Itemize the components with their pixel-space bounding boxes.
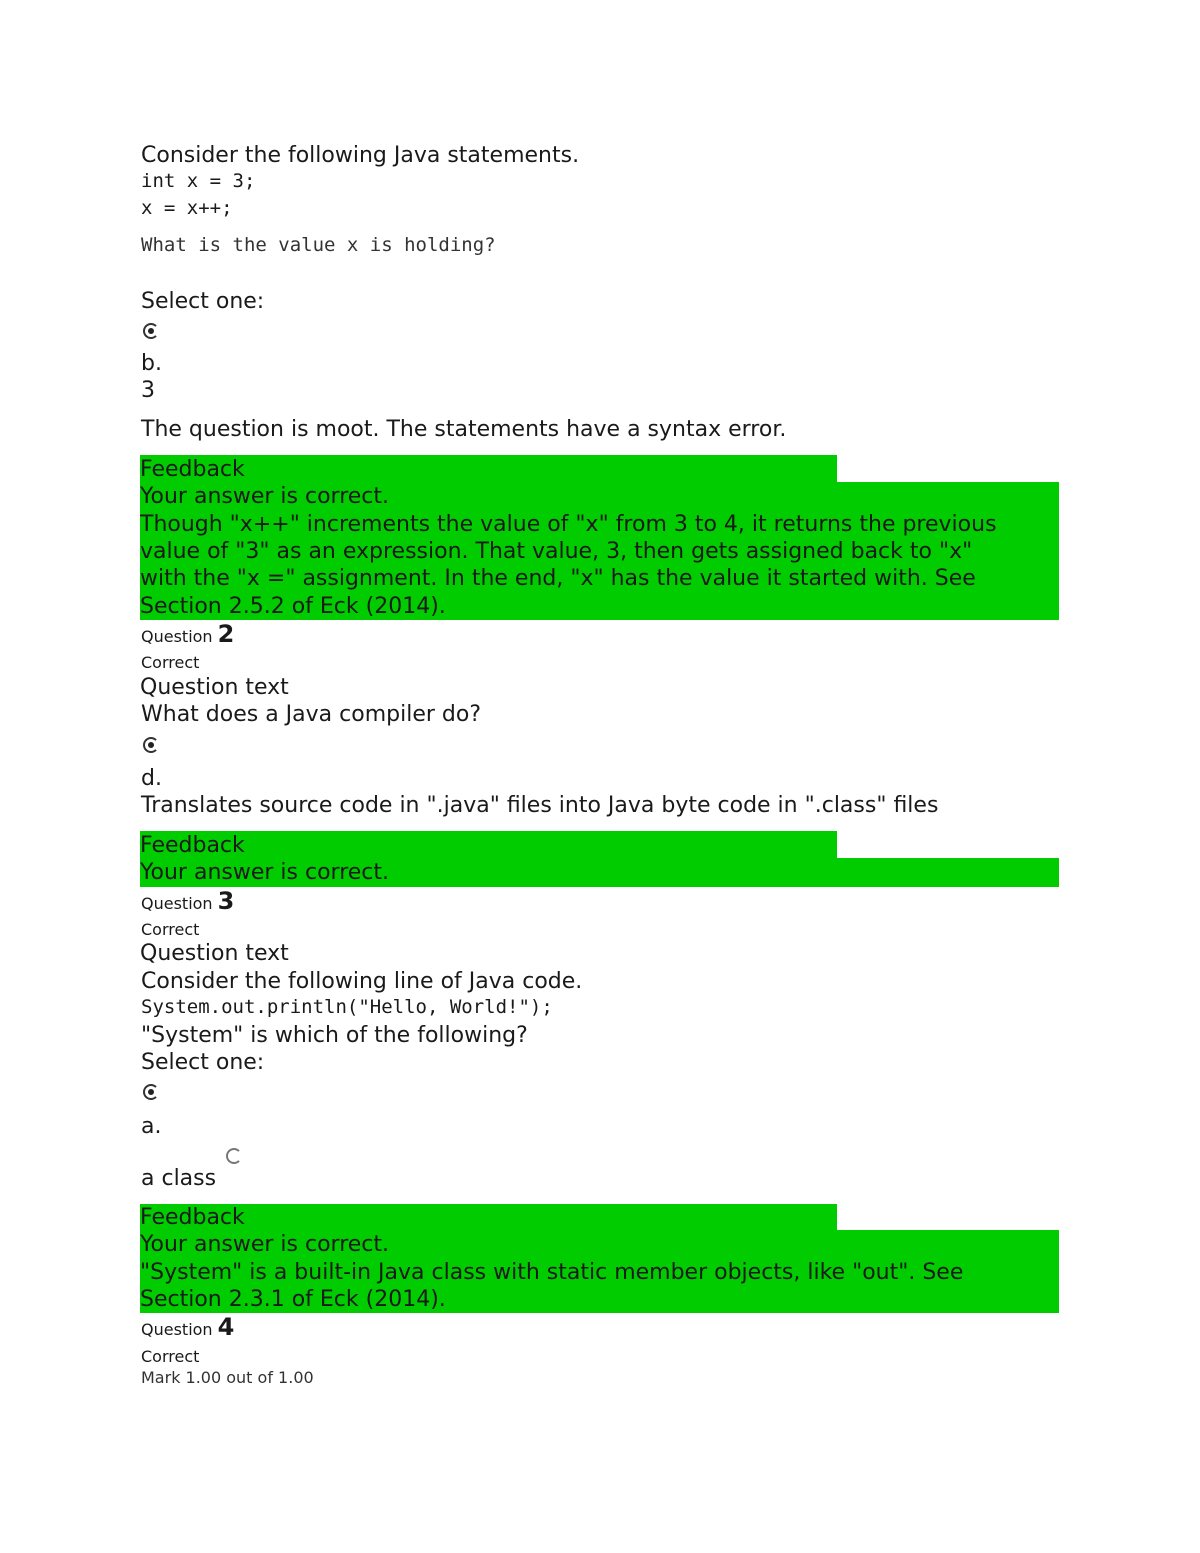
q1-code-line-2: x = x++; <box>141 197 233 219</box>
q4-label: Question <box>141 1320 213 1339</box>
q1-feedback-line: Section 2.5.2 of Eck (2014). <box>140 594 446 619</box>
q2-radio-icon[interactable] <box>143 737 159 753</box>
q3-feedback-title: Feedback <box>140 1205 245 1230</box>
q3-radio-unchecked-icon[interactable] <box>226 1148 242 1164</box>
q2-status: Correct <box>141 653 200 672</box>
q1-option-value: 3 <box>141 378 155 403</box>
q2-number: 2 <box>217 620 235 648</box>
q4-status: Correct <box>141 1347 200 1366</box>
q1-intro: Consider the following Java statements. <box>141 143 580 168</box>
q1-code-question: What is the value x is holding? <box>141 234 496 256</box>
q4-header <box>141 1315 234 1339</box>
q2-question-text-label: Question text <box>140 675 289 700</box>
q2-feedback-title: Feedback <box>140 833 245 858</box>
q3-option-letter: a. <box>141 1114 162 1139</box>
q3-label: Question <box>141 894 213 913</box>
q3-number: 3 <box>217 887 235 915</box>
q1-extra-text: The question is moot. The statements have a syntax error. <box>141 417 787 442</box>
q1-feedback-line: Your answer is correct. <box>140 484 390 509</box>
q3-prompt: Consider the following line of Java code. <box>141 969 583 994</box>
q3-select-label: Select one: <box>141 1050 265 1075</box>
q1-option-letter: b. <box>141 351 162 376</box>
q1-radio-icon[interactable] <box>143 323 159 339</box>
q4-mark: Mark 1.00 out of 1.00 <box>141 1368 314 1387</box>
q2-option-letter: d. <box>141 766 162 791</box>
q1-feedback-line: value of "3" as an expression. That value, 3, then gets assigned back to "x" <box>140 539 973 564</box>
q1-select-label: Select one: <box>141 289 265 314</box>
q3-feedback-line: "System" is a built-in Java class with static member objects, like "out". See <box>140 1260 964 1285</box>
q2-label: Question <box>141 627 213 646</box>
q2-option-text: Translates source code in ".java" files into Java byte code in ".class" files <box>141 793 939 818</box>
q3-prompt-2: "System" is which of the following? <box>141 1023 528 1048</box>
q4-number: 4 <box>217 1313 235 1341</box>
q3-header <box>141 889 234 913</box>
q1-feedback-line: Though "x++" increments the value of "x" from 3 to 4, it returns the previous <box>140 512 997 537</box>
q2-prompt: What does a Java compiler do? <box>141 702 482 727</box>
q3-question-text-label: Question text <box>140 941 289 966</box>
q3-status: Correct <box>141 920 200 939</box>
q3-feedback-line: Section 2.3.1 of Eck (2014). <box>140 1287 446 1312</box>
q1-feedback-title: Feedback <box>140 457 245 482</box>
q2-feedback-line: Your answer is correct. <box>140 860 390 885</box>
q3-option-text: a class <box>141 1166 217 1191</box>
q2-header <box>141 622 234 646</box>
q3-feedback-line: Your answer is correct. <box>140 1232 390 1257</box>
q1-code-line-1: int x = 3; <box>141 170 256 192</box>
q3-radio-icon[interactable] <box>143 1084 159 1100</box>
q3-code: System.out.println("Hello, World!"); <box>141 996 553 1018</box>
q1-feedback-line: with the "x =" assignment. In the end, "x" has the value it started with. See <box>140 566 976 591</box>
